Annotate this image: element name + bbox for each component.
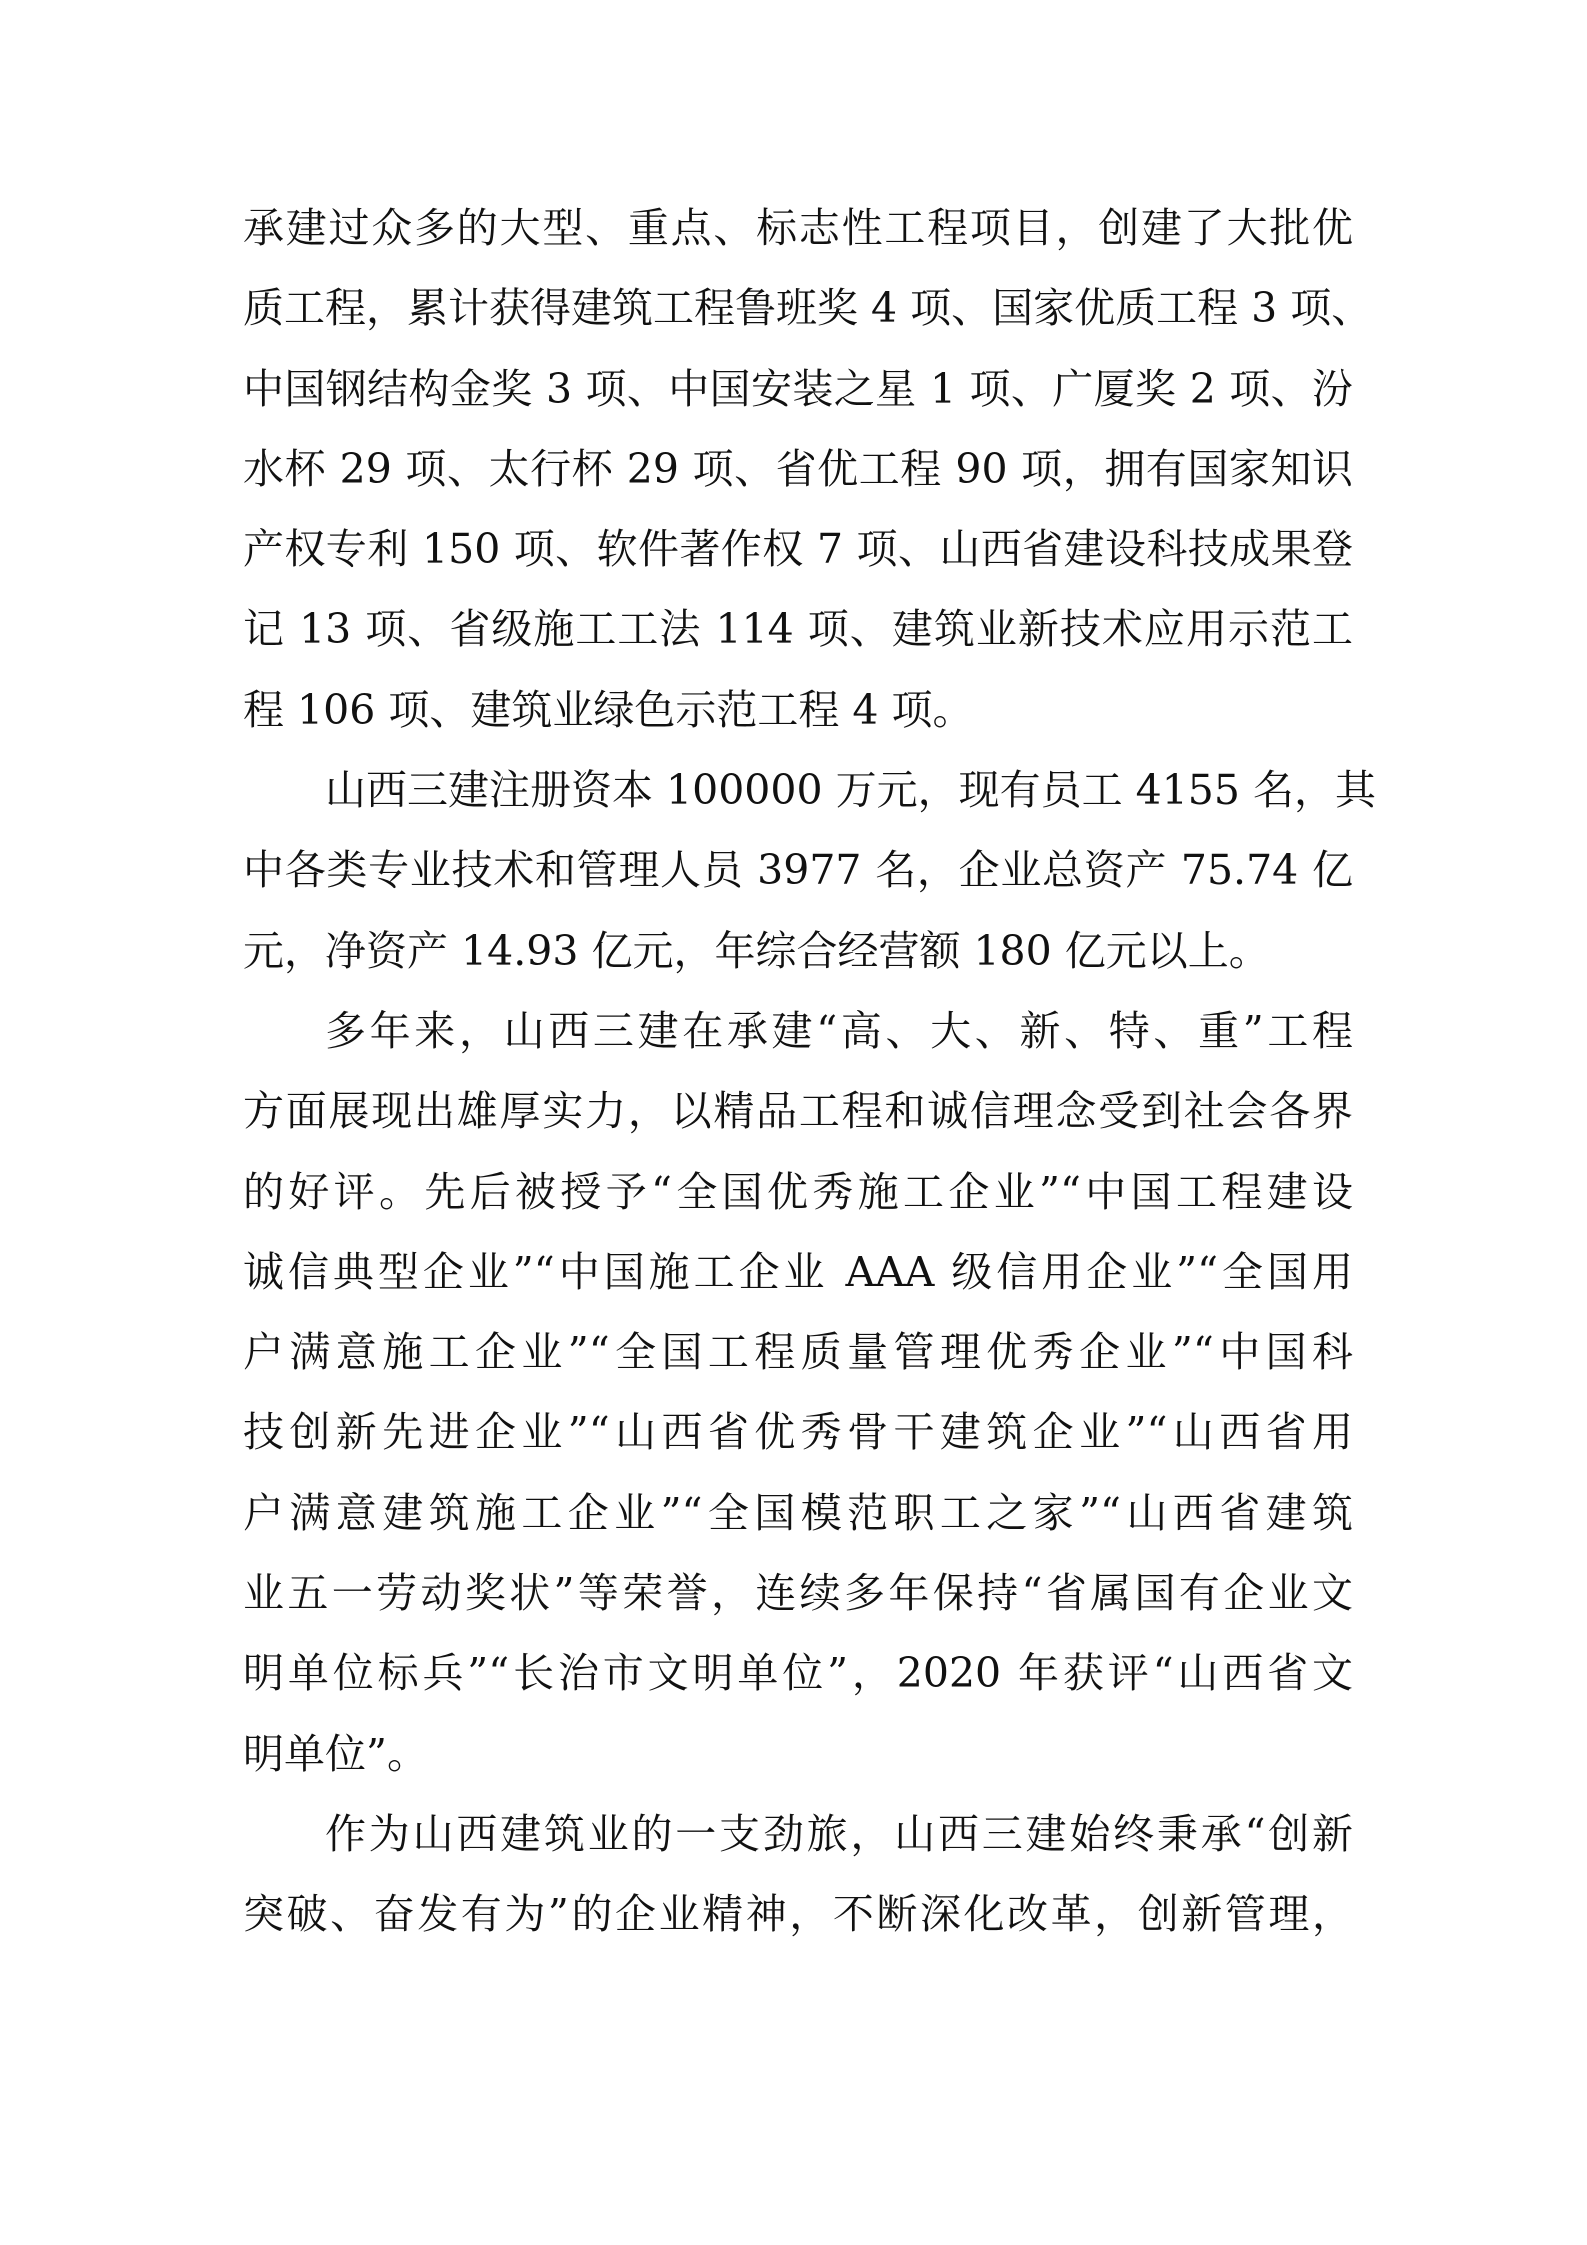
paragraph-3: [243, 991, 1353, 1794]
document-body: [243, 188, 1376, 1955]
text-line: 突破、奋发有为”的企业精神，不断深化改革，创新管理，: [243, 1890, 1353, 1939]
text-line: 多年来，山西三建在承建“高、大、新、特、重”工程: [325, 1006, 1353, 1055]
text-line: 水杯 29 项、太行杯 29 项、省优工程 90 项，拥有国家知识: [243, 444, 1353, 493]
text-line: 承建过众多的大型、重点、标志性工程项目，创建了大批优: [243, 204, 1353, 252]
text-line: 明单位标兵”“长治市文明单位”，2020 年获评“山西省文: [243, 1649, 1353, 1698]
text-line: 作为山西建筑业的一支劲旅，山西三建始终秉承“创新: [325, 1809, 1353, 1858]
text-line: 中各类专业技术和管理人员 3977 名，企业总资产 75.74 亿: [243, 846, 1353, 895]
text-line: 技创新先进企业”“山西省优秀骨干建筑企业”“山西省用: [243, 1408, 1353, 1457]
paragraph-2: [243, 750, 1376, 991]
text-line: 诚信典型企业”“中国施工企业 AAA 级信用企业”“全国用: [243, 1247, 1353, 1296]
text-line: 程 106 项、建筑业绿色示范工程 4 项。: [243, 685, 974, 734]
text-line: 记 13 项、省级施工工法 114 项、建筑业新技术应用示范工: [243, 605, 1353, 654]
text-line: 业五一劳动奖状”等荣誉，连续多年保持“省属国有企业文: [243, 1569, 1353, 1618]
text-line: 方面展现出雄厚实力，以精品工程和诚信理念受到社会各界: [243, 1087, 1353, 1136]
paragraph-4: [243, 1794, 1353, 1955]
paragraph-1: [243, 188, 1373, 750]
text-line: 山西三建注册资本 100000 万元，现有员工 4155 名，其: [325, 766, 1376, 815]
text-line: 质工程，累计获得建筑工程鲁班奖 4 项、国家优质工程 3 项、: [243, 284, 1373, 333]
text-line: 户满意施工企业”“全国工程质量管理优秀企业”“中国科: [243, 1328, 1353, 1377]
text-line: 的好评。先后被授予“全国优秀施工企业”“中国工程建设: [243, 1167, 1353, 1216]
text-line: 户满意建筑施工企业”“全国模范职工之家”“山西省建筑: [243, 1488, 1353, 1537]
text-line: 产权专利 150 项、软件著作权 7 项、山西省建设科技成果登: [243, 525, 1353, 574]
text-line: 元，净资产 14.93 亿元，年综合经营额 180 亿元以上。: [243, 926, 1270, 975]
text-line: 明单位”。: [243, 1729, 428, 1778]
text-line: 中国钢结构金奖 3 项、中国安装之星 1 项、广厦奖 2 项、汾: [243, 364, 1353, 413]
